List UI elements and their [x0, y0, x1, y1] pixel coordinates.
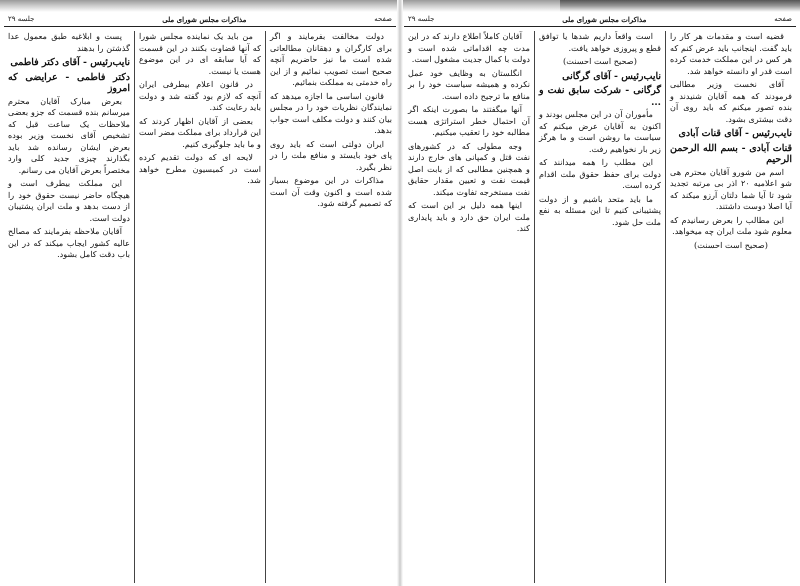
- text-column: [134, 31, 265, 583]
- speaker-name: گرگانی - شرکت سابق نفت و ...: [539, 85, 661, 108]
- paragraph: در قانون اعلام بیطرفی ایران آنچه که لازم بود گفته شد و دولت باید رعایت کند.: [139, 79, 261, 112]
- paragraph: مأموران آن در این مجلس بودند و اکنون به آقایان عرض میکنم که سیاست ما روشن است و ما هرگز زیر بار نخواهیم رفت.: [539, 109, 661, 154]
- paragraph: اینها همه دلیل بر این است که ملت ایران حق دارد و باید پایداری کند.: [408, 200, 530, 233]
- paragraph: قانون اساسی ما اجازه میدهد که نمایندگان نظریات خود را در مجلس بیان کنند و دولت مکلف است جواب بدهد.: [270, 90, 392, 135]
- page-header: [4, 12, 396, 27]
- paragraph: آقایان ملاحظه بفرمایند که مصالح عالیه کشور ایجاب میکند که در این باب دقت کامل بشود.: [8, 226, 130, 259]
- paragraph: قضیه است و مقدمات هر کار را باید گفت. اینجانب باید عرض کنم که هر کس در این مملکت خدمت کرده است قدر او دانسته خواهد شد.: [670, 31, 792, 76]
- paragraph: مذاکرات در این موضوع بسیار شده است و اکنون وقت آن است که تصمیم گرفته شود.: [270, 175, 392, 208]
- text-column: [4, 31, 134, 583]
- text-columns: [404, 27, 796, 583]
- paragraph: آقای نخست وزیر مطالبی فرمودند که همه آقایان شنیدند و بنده تصور میکنم که باید روی آن دقت بیشتری بشود.: [670, 79, 792, 124]
- text-column: [534, 31, 665, 583]
- speaker-heading: نایب‌رئیس - آقای قنات آبادی: [678, 128, 792, 139]
- paragraph: آنها میگفتند ما بصورت اینکه اگر آن احتمال خطر استراتژی هست مطالبه خود را تعقیب میکنیم.: [408, 104, 530, 137]
- text-column: [665, 31, 796, 583]
- right-page: [404, 12, 796, 586]
- page-title: مذاکرات مجلس شورای ملی: [562, 14, 647, 24]
- paragraph: بعرض مبارک آقایان محترم میرسانم بنده قسمت که جزو بعضی ملاحظات یک ساعت قبل که تشخیص آقای نخست وزیر بوده بعرض ایشان رسانده شد باید بگذارند چیزی جدید کلی وارد مختصراً بعرض آقایان می رسانم.: [8, 95, 130, 175]
- paragraph: پست و ابلاغیه طبق معمول عدا گذشتن را بدهند: [8, 31, 130, 53]
- paragraph: آقایان کاملاً اطلاع دارند که در این مدت چه اقداماتی شده است و دولت با کمال جدیت مشغول است.: [408, 31, 530, 64]
- page-label: صفحه: [774, 15, 792, 23]
- paragraph: لایحه ای که دولت تقدیم کرده است در کمیسیون مطرح خواهد شد.: [139, 152, 261, 185]
- paragraph: این مطالب را بعرض رسانیدم که معلوم شود ملت ایران چه میخواهد.: [670, 214, 792, 236]
- left-page: [4, 12, 396, 586]
- paragraph: (صحیح است احسنت): [563, 56, 637, 66]
- book-gutter: [397, 0, 403, 586]
- paragraph: (صحیح است احسنت): [694, 239, 768, 250]
- paragraph: من باید یک نماینده مجلس شورا که آنها قضاوت بکنند در این قسمت که آیا سابقه ای در این موضوع هست یا نیست.: [139, 31, 261, 76]
- text-column: [404, 31, 534, 583]
- paragraph: این مملکت بیطرف است و هیچگاه حاضر نیست حقوق خود را از دست بدهد و ملت ایران پشتیبان دولت است.: [8, 178, 130, 223]
- paragraph: ما باید متحد باشیم و از دولت پشتیبانی کنیم تا این مسئله به نفع ملت حل شود.: [539, 193, 661, 227]
- paragraph: بعضی از آقایان اظهار کردند که این قرارداد برای مملکت مضر است و ما باید جلوگیری کنیم.: [139, 115, 261, 149]
- page-title: مذاکرات مجلس شورای ملی: [162, 14, 247, 24]
- speaker-heading: نایب‌رئیس - آقای دکتر فاطمی: [10, 57, 130, 68]
- text-column: [265, 31, 396, 583]
- speaker-heading: نایب‌رئیس - آقای گرگانی: [562, 70, 661, 82]
- text-columns: [4, 27, 396, 583]
- paragraph: انگلستان به وظایف خود عمل نکرده و همیشه سیاست خود را بر منافع ما ترجیح داده است.: [408, 67, 530, 101]
- paragraph: این مطلب را همه میدانند که دولت برای حفظ حقوق ملت اقدام کرده است.: [539, 157, 661, 190]
- speaker-name: قنات آبادی - بسم الله الرحمن الرحیم: [670, 142, 792, 165]
- paragraph: دولت مخالفت بفرمایند و اگر برای کارگران و دهقانان مطالعاتی شده است ما نیز حاضریم آنچه صحیح است تصویب نمائیم و از این راه خدمتی به مملکت بنمائیم.: [270, 31, 392, 87]
- paragraph: ایران دولتی است که باید روی پای خود بایستد و منافع ملت را در نظر بگیرد.: [270, 138, 392, 172]
- session-number: جلسه ۲۹: [8, 15, 35, 23]
- page-header: [404, 12, 796, 27]
- session-number: جلسه ۲۹: [408, 15, 435, 23]
- paragraph: است واقعاً داریم شدها یا توافق قطع و پیروزی خواهد یافت.: [539, 31, 661, 53]
- paragraph: وجه مطولی که در کشورهای نفت قتل و کمپانی های خارج دارند و همچنین مطالبی که از بابت اصل قیمت نفت و تعیین مقدار حقایق نفت مستخرجه تفاوت میکند.: [408, 140, 530, 197]
- paragraph: اسم من شورو آقایان محترم هی شو اعلامیه ۲۰ اذر بی مرتبه تجدید شود تا آیا شما دلتان آرزو میکند که آیا اصلا دوست داشتند.: [670, 166, 792, 211]
- scan-edge-shadow-right: [560, 0, 800, 12]
- page-label: صفحه: [374, 15, 392, 23]
- speaker-name: دکتر فاطمی - عرایضی که امروز: [8, 71, 130, 94]
